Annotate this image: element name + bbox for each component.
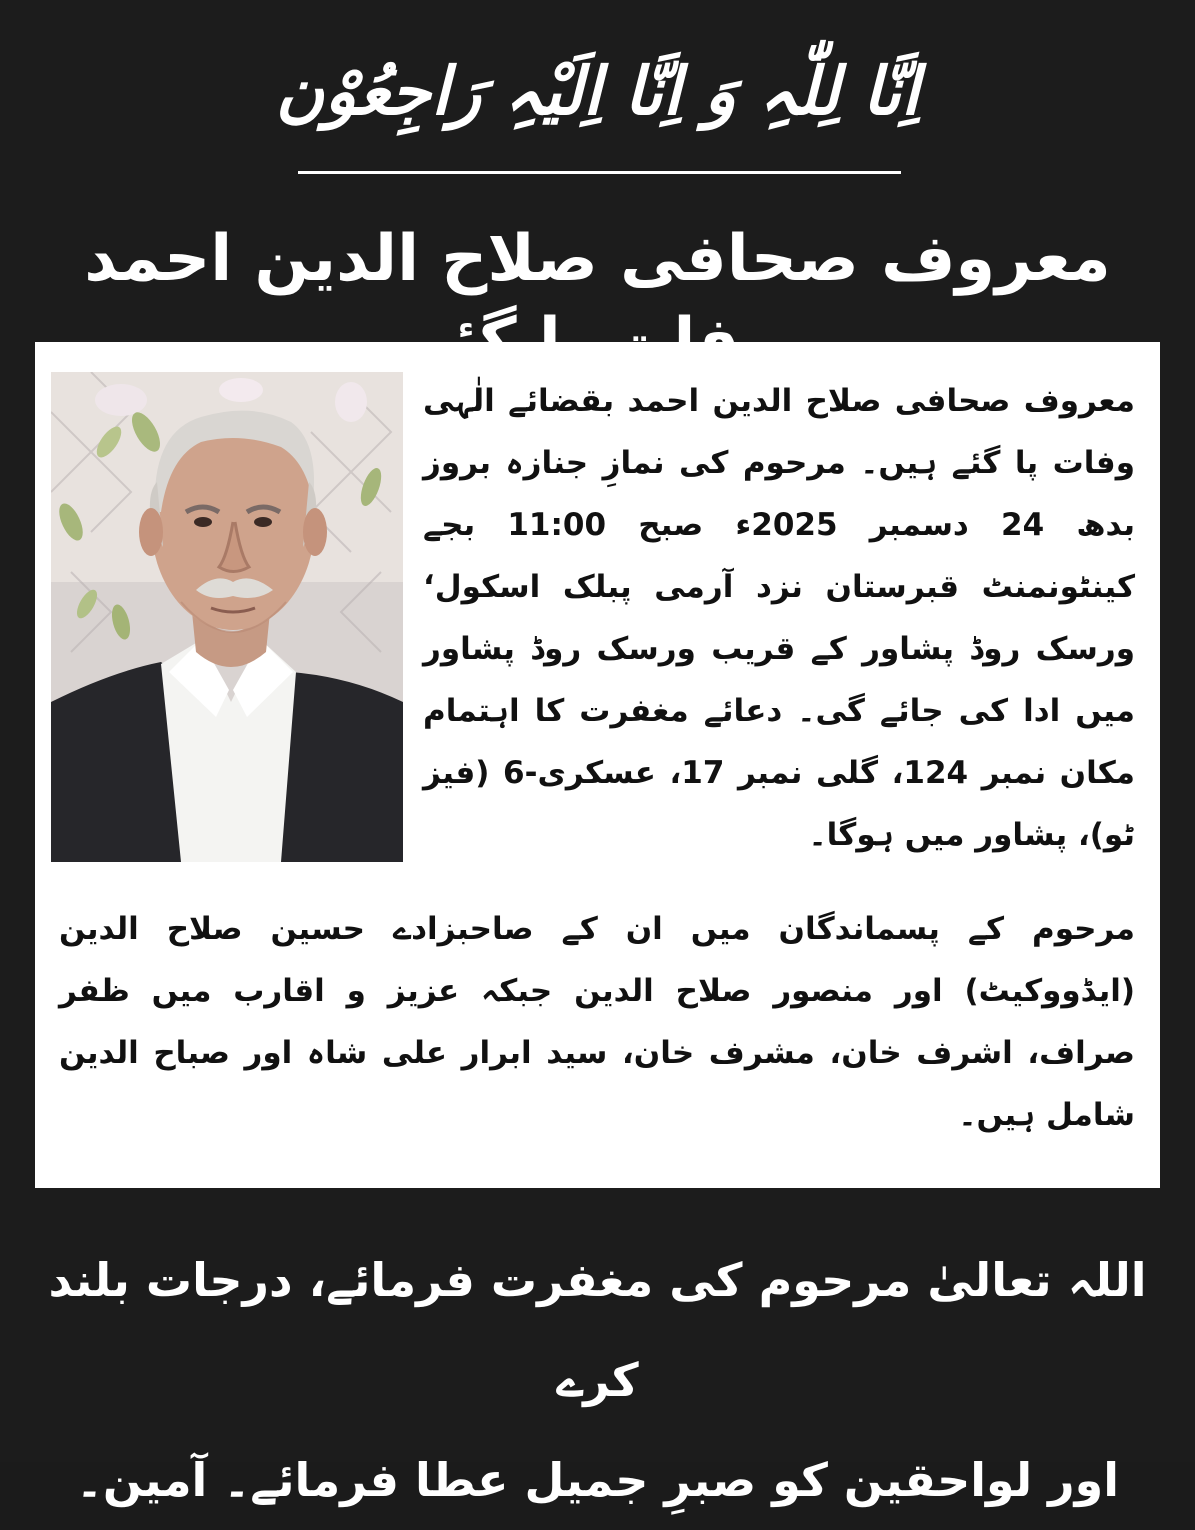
notice-paragraph-funeral-details: معروف صحافی صلاح الدین احمد بقضائے الٰہی وفات پا گئے ہیں۔ مرحوم کی نمازِ جنازہ بروز بدھ 24 دسمبر 2025ء صبح 11:00 بجے کینٹونمنٹ قبرستان نزد آرمی پبلک اسکول‘ ورسک روڈ پشاور کے قریب ورسک روڈ پشاور میں ادا کی جائے گی۔ دعائے مغفرت کا اہتمام مکان نمبر 124، گلی نمبر 17، عسکری-6 (فیز ٹو)، پشاور میں ہوگا۔ xyxy=(423,383,1135,853)
prayer-line-1: اللہ تعالیٰ مرحوم کی مغفرت فرمائے، درجات بلند کرے xyxy=(48,1253,1147,1407)
obituary-headline: معروف صحافی صلاح الدین احمد xyxy=(84,222,1111,296)
closing-prayer xyxy=(0,1230,1195,1530)
notice-paragraph-survivors: مرحوم کے پسماندگان میں ان کے صاحبزادے حسین صلاح الدین (ایڈووکیٹ) اور منصور صلاح الدین جبکہ عزیز و اقارب میں ظفر صراف، اشرف خان، مشرف خان، سید ابرار علی شاہ اور صباح الدین شامل ہیں۔ xyxy=(59,911,1135,1133)
verse-underline-divider xyxy=(298,171,901,174)
notice-panel xyxy=(35,342,1160,1188)
quranic-verse-heading: اِنَّا لِلّٰہِ وَ اِنَّا اِلَیْہِ رَاجِعُوْن xyxy=(275,52,920,130)
portrait-photo xyxy=(51,372,403,862)
prayer-line-2: اور لواحقین کو صبرِ جمیل عطا فرمائے۔ آمین۔ xyxy=(75,1453,1120,1507)
